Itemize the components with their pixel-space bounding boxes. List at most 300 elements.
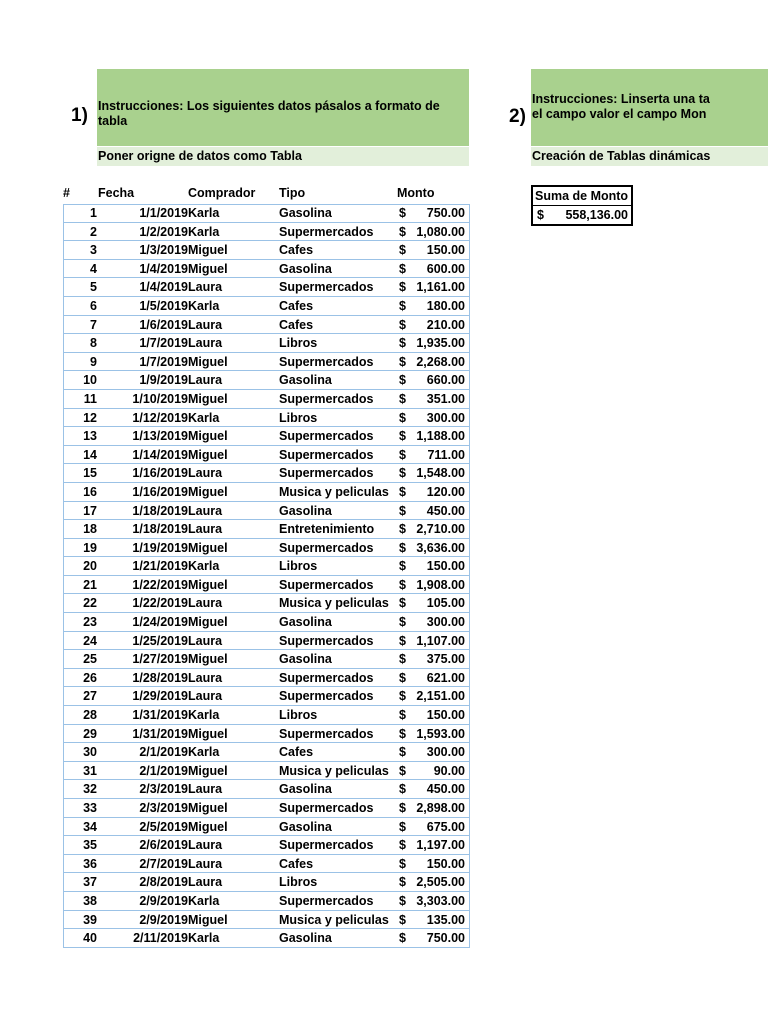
row-tipo[interactable]: Supermercados	[279, 670, 374, 685]
row-currency-symbol[interactable]: $	[399, 819, 406, 834]
row-fecha[interactable]: 1/14/2019	[132, 447, 188, 462]
row-tipo[interactable]: Musica y peliculas	[279, 912, 389, 927]
row-tipo[interactable]: Supermercados	[279, 280, 374, 295]
row-tipo[interactable]: Supermercados	[279, 391, 374, 406]
row-comprador[interactable]: Karla	[188, 559, 220, 574]
row-comprador[interactable]: Karla	[188, 931, 220, 946]
row-monto[interactable]: 660.00	[426, 373, 465, 388]
row-fecha[interactable]: 2/8/2019	[139, 875, 188, 890]
table-row[interactable]	[63, 687, 469, 706]
row-comprador[interactable]: Laura	[188, 856, 223, 871]
pivot-value: 558,136.00	[565, 208, 628, 222]
row-index[interactable]: 6	[90, 298, 97, 313]
row-fecha[interactable]: 1/3/2019	[139, 243, 188, 258]
row-currency-symbol[interactable]: $	[399, 280, 406, 295]
row-monto[interactable]: 1,197.00	[416, 838, 465, 853]
row-tipo[interactable]: Supermercados	[279, 429, 374, 444]
row-monto[interactable]: 300.00	[426, 745, 465, 760]
header-monto: Monto	[397, 186, 435, 200]
row-tipo[interactable]: Supermercados	[279, 224, 374, 239]
table-row[interactable]	[63, 204, 469, 223]
row-monto[interactable]: 180.00	[426, 298, 465, 313]
row-comprador[interactable]: Laura	[188, 596, 223, 611]
row-comprador[interactable]: Laura	[188, 838, 223, 853]
row-index[interactable]: 32	[83, 782, 97, 797]
row-fecha[interactable]: 2/9/2019	[139, 912, 188, 927]
row-tipo[interactable]: Gasolina	[279, 615, 332, 630]
row-fecha[interactable]: 1/22/2019	[132, 577, 188, 592]
table-row[interactable]	[63, 520, 469, 539]
table-row[interactable]	[63, 409, 469, 428]
row-index[interactable]: 1	[90, 206, 97, 220]
row-tipo[interactable]: Gasolina	[279, 261, 332, 276]
table-row[interactable]	[63, 632, 469, 651]
table-row[interactable]	[63, 334, 469, 353]
table-row[interactable]	[63, 594, 469, 613]
row-currency-symbol[interactable]: $	[399, 298, 406, 313]
row-index[interactable]: 17	[83, 503, 97, 518]
row-comprador[interactable]: Karla	[188, 745, 220, 760]
row-fecha[interactable]: 1/7/2019	[139, 336, 188, 351]
row-comprador[interactable]: Miguel	[188, 391, 228, 406]
row-fecha[interactable]: 2/6/2019	[139, 838, 188, 853]
instructions-1-text: Instrucciones: Los siguientes datos pásalos a formato de tabla	[98, 99, 440, 128]
row-index[interactable]: 30	[83, 745, 97, 760]
row-tipo[interactable]: Supermercados	[279, 838, 374, 853]
row-comprador[interactable]: Miguel	[188, 540, 228, 555]
row-tipo[interactable]: Gasolina	[279, 782, 332, 797]
row-comprador[interactable]: Laura	[188, 336, 223, 351]
row-monto[interactable]: 2,898.00	[416, 801, 465, 815]
row-monto[interactable]: 300.00	[426, 615, 465, 630]
row-fecha[interactable]: 1/7/2019	[139, 354, 188, 369]
table-row[interactable]	[63, 557, 469, 576]
row-index[interactable]: 39	[83, 912, 97, 927]
row-currency-symbol[interactable]: $	[399, 596, 406, 611]
row-index[interactable]: 27	[83, 689, 97, 704]
table-row[interactable]	[63, 873, 469, 892]
row-monto[interactable]: 2,268.00	[416, 354, 465, 369]
row-tipo[interactable]: Gasolina	[279, 652, 332, 667]
row-index[interactable]: 21	[83, 577, 97, 592]
row-index[interactable]: 11	[83, 391, 97, 406]
row-fecha[interactable]: 2/3/2019	[139, 801, 188, 815]
row-monto[interactable]: 210.00	[426, 317, 465, 332]
row-fecha[interactable]: 1/2/2019	[139, 224, 188, 239]
row-index[interactable]: 37	[83, 875, 97, 890]
row-comprador[interactable]: Miguel	[188, 243, 228, 258]
row-currency-symbol[interactable]: $	[399, 206, 406, 220]
table-row[interactable]	[63, 316, 469, 335]
row-comprador[interactable]: Miguel	[188, 652, 228, 667]
row-index[interactable]: 34	[83, 819, 97, 834]
row-tipo[interactable]: Gasolina	[279, 931, 332, 946]
instructions-2-line2: el campo valor el campo Mon	[532, 107, 707, 121]
table-row[interactable]	[63, 911, 469, 930]
row-fecha[interactable]: 1/24/2019	[132, 615, 188, 630]
row-currency-symbol[interactable]: $	[399, 689, 406, 704]
row-monto[interactable]: 3,303.00	[416, 893, 465, 908]
row-comprador[interactable]: Miguel	[188, 763, 228, 778]
row-fecha[interactable]: 1/1/2019	[139, 206, 188, 220]
table-row[interactable]	[63, 650, 469, 669]
row-comprador[interactable]: Miguel	[188, 577, 228, 592]
row-monto[interactable]: 1,593.00	[416, 726, 465, 741]
row-currency-symbol[interactable]: $	[399, 745, 406, 760]
row-currency-symbol[interactable]: $	[399, 354, 406, 369]
row-tipo[interactable]: Cafes	[279, 243, 314, 258]
row-fecha[interactable]: 1/6/2019	[139, 317, 188, 332]
instructions-1-box	[97, 69, 469, 146]
row-currency-symbol[interactable]: $	[399, 838, 406, 853]
row-index[interactable]: 31	[83, 763, 97, 778]
row-index[interactable]: 4	[90, 261, 97, 276]
row-fecha[interactable]: 1/19/2019	[132, 540, 188, 555]
row-fecha[interactable]: 2/1/2019	[139, 763, 188, 778]
row-index[interactable]: 33	[83, 801, 97, 815]
row-monto[interactable]: 90.00	[433, 763, 465, 778]
row-tipo[interactable]: Gasolina	[279, 503, 332, 518]
row-currency-symbol[interactable]: $	[399, 801, 406, 815]
row-currency-symbol[interactable]: $	[399, 391, 406, 406]
row-tipo[interactable]: Libros	[279, 708, 318, 723]
row-index[interactable]: 8	[90, 336, 97, 351]
row-currency-symbol[interactable]: $	[399, 317, 406, 332]
row-currency-symbol[interactable]: $	[399, 633, 406, 648]
row-index[interactable]: 2	[90, 224, 97, 239]
row-fecha[interactable]: 1/13/2019	[132, 429, 188, 444]
row-monto[interactable]: 150.00	[426, 243, 465, 258]
row-currency-symbol[interactable]: $	[399, 484, 406, 499]
row-index[interactable]: 12	[83, 410, 97, 425]
pivot-currency-symbol: $	[537, 208, 544, 222]
row-monto[interactable]: 1,908.00	[416, 577, 465, 592]
table-row[interactable]	[63, 427, 469, 446]
row-monto[interactable]: 105.00	[426, 596, 465, 611]
row-monto[interactable]: 450.00	[426, 503, 465, 518]
table-row[interactable]	[63, 502, 469, 521]
row-comprador[interactable]: Miguel	[188, 726, 228, 741]
row-tipo[interactable]: Libros	[279, 559, 318, 574]
row-comprador[interactable]: Miguel	[188, 484, 228, 499]
table-row[interactable]	[63, 297, 469, 316]
row-monto[interactable]: 2,710.00	[416, 522, 465, 537]
table-row[interactable]	[63, 260, 469, 279]
row-currency-symbol[interactable]: $	[399, 503, 406, 518]
row-index[interactable]: 24	[83, 633, 97, 648]
instructions-2-box	[531, 69, 768, 146]
row-currency-symbol[interactable]: $	[399, 373, 406, 388]
row-monto[interactable]: 1,107.00	[416, 633, 465, 648]
data-table	[63, 204, 469, 948]
row-index[interactable]: 15	[83, 466, 97, 481]
table-row[interactable]	[63, 223, 469, 242]
row-tipo[interactable]: Supermercados	[279, 689, 374, 704]
row-comprador[interactable]: Miguel	[188, 429, 228, 444]
row-monto[interactable]: 351.00	[426, 391, 465, 406]
row-monto[interactable]: 711.00	[427, 447, 465, 462]
row-index[interactable]: 26	[83, 670, 97, 685]
row-fecha[interactable]: 1/18/2019	[132, 522, 188, 537]
row-comprador[interactable]: Laura	[188, 670, 223, 685]
row-currency-symbol[interactable]: $	[399, 224, 406, 239]
row-fecha[interactable]: 2/5/2019	[139, 819, 188, 834]
row-comprador[interactable]: Laura	[188, 280, 223, 295]
row-currency-symbol[interactable]: $	[399, 726, 406, 741]
row-tipo[interactable]: Cafes	[279, 317, 314, 332]
row-currency-symbol[interactable]: $	[399, 261, 406, 276]
table-row[interactable]	[63, 743, 469, 762]
row-tipo[interactable]: Libros	[279, 875, 318, 890]
row-comprador[interactable]: Karla	[188, 206, 220, 220]
row-index[interactable]: 29	[83, 726, 97, 741]
row-fecha[interactable]: 2/7/2019	[139, 856, 188, 871]
row-comprador[interactable]: Miguel	[188, 615, 228, 630]
table-row[interactable]	[63, 390, 469, 409]
row-currency-symbol[interactable]: $	[399, 615, 406, 630]
table-row[interactable]	[63, 613, 469, 632]
row-fecha[interactable]: 1/21/2019	[132, 559, 188, 574]
row-index[interactable]: 16	[83, 484, 97, 499]
row-fecha[interactable]: 1/31/2019	[132, 708, 188, 723]
row-tipo[interactable]: Supermercados	[279, 447, 374, 462]
row-tipo[interactable]: Musica y peliculas	[279, 763, 389, 778]
row-tipo[interactable]: Libros	[279, 336, 318, 351]
table-row[interactable]	[63, 576, 469, 595]
row-tipo[interactable]: Cafes	[279, 298, 314, 313]
row-index[interactable]: 9	[90, 354, 97, 369]
row-tipo[interactable]: Entretenimiento	[279, 522, 375, 537]
table-row[interactable]	[63, 353, 469, 372]
row-comprador[interactable]: Miguel	[188, 801, 228, 815]
row-monto[interactable]: 150.00	[426, 856, 465, 871]
row-monto[interactable]: 1,548.00	[416, 466, 465, 481]
row-monto[interactable]: 135.00	[426, 912, 465, 927]
row-index[interactable]: 22	[83, 596, 97, 611]
subtitle-2: Creación de Tablas dinámicas	[531, 147, 768, 166]
row-fecha[interactable]: 1/10/2019	[132, 391, 188, 406]
row-comprador[interactable]: Karla	[188, 298, 220, 313]
row-currency-symbol[interactable]: $	[399, 763, 406, 778]
row-index[interactable]: 25	[83, 652, 97, 667]
row-monto[interactable]: 675.00	[426, 819, 465, 834]
subtitle-1: Poner origne de datos como Tabla	[97, 147, 469, 166]
row-currency-symbol[interactable]: $	[399, 243, 406, 258]
row-monto[interactable]: 1,188.00	[416, 429, 465, 444]
row-tipo[interactable]: Gasolina	[279, 819, 332, 834]
row-fecha[interactable]: 1/16/2019	[132, 484, 188, 499]
row-comprador[interactable]: Laura	[188, 503, 223, 518]
row-fecha[interactable]: 1/4/2019	[139, 280, 188, 295]
row-currency-symbol[interactable]: $	[399, 429, 406, 444]
row-index[interactable]: 40	[83, 931, 97, 946]
row-monto[interactable]: 150.00	[426, 559, 465, 574]
row-monto[interactable]: 1,935.00	[416, 336, 465, 351]
row-monto[interactable]: 2,505.00	[416, 875, 465, 890]
row-monto[interactable]: 621.00	[426, 670, 465, 685]
pivot-value-cell[interactable]	[533, 206, 631, 224]
row-comprador[interactable]: Karla	[188, 708, 220, 723]
row-currency-symbol[interactable]: $	[399, 559, 406, 574]
row-index[interactable]: 23	[83, 615, 97, 630]
row-comprador[interactable]: Miguel	[188, 354, 228, 369]
row-fecha[interactable]: 2/3/2019	[139, 782, 188, 797]
table-row[interactable]	[63, 669, 469, 688]
table-row[interactable]	[63, 818, 469, 837]
row-comprador[interactable]: Laura	[188, 373, 223, 388]
row-tipo[interactable]: Supermercados	[279, 540, 374, 555]
row-currency-symbol[interactable]: $	[399, 447, 406, 462]
row-comprador[interactable]: Laura	[188, 317, 223, 332]
row-currency-symbol[interactable]: $	[399, 336, 406, 351]
row-monto[interactable]: 120.00	[426, 484, 465, 499]
row-comprador[interactable]: Karla	[188, 893, 220, 908]
row-currency-symbol[interactable]: $	[399, 708, 406, 723]
row-comprador[interactable]: Laura	[188, 875, 223, 890]
row-monto[interactable]: 375.00	[426, 652, 465, 667]
row-fecha[interactable]: 1/18/2019	[132, 503, 188, 518]
row-currency-symbol[interactable]: $	[399, 782, 406, 797]
pivot-header: Suma de Monto	[533, 187, 631, 206]
table-row[interactable]	[63, 539, 469, 558]
row-index[interactable]: 14	[83, 447, 97, 462]
row-monto[interactable]: 2,151.00	[416, 689, 465, 704]
row-tipo[interactable]: Gasolina	[279, 373, 332, 388]
row-fecha[interactable]: 1/4/2019	[139, 261, 188, 276]
table-row[interactable]	[63, 241, 469, 260]
table-row[interactable]	[63, 855, 469, 874]
table-row[interactable]	[63, 706, 469, 725]
row-monto[interactable]: 750.00	[426, 931, 465, 946]
row-comprador[interactable]: Miguel	[188, 261, 228, 276]
row-comprador[interactable]: Miguel	[188, 819, 228, 834]
row-index[interactable]: 5	[90, 280, 97, 295]
row-comprador[interactable]: Miguel	[188, 912, 228, 927]
row-tipo[interactable]: Musica y peliculas	[279, 596, 389, 611]
table-border-right	[469, 204, 470, 948]
header-index: #	[63, 186, 70, 200]
row-fecha[interactable]: 1/16/2019	[132, 466, 188, 481]
row-tipo[interactable]: Cafes	[279, 856, 314, 871]
table-row[interactable]	[63, 371, 469, 390]
row-fecha[interactable]: 2/11/2019	[133, 931, 188, 946]
row-monto[interactable]: 300.00	[426, 410, 465, 425]
row-index[interactable]: 7	[90, 317, 97, 332]
row-tipo[interactable]: Supermercados	[279, 354, 374, 369]
row-tipo[interactable]: Gasolina	[279, 206, 332, 220]
row-comprador[interactable]: Karla	[188, 410, 220, 425]
row-divider	[63, 947, 469, 948]
row-currency-symbol[interactable]: $	[399, 522, 406, 537]
row-fecha[interactable]: 2/9/2019	[139, 893, 188, 908]
pivot-table[interactable]	[531, 185, 633, 226]
table-row[interactable]	[63, 446, 469, 465]
row-index[interactable]: 38	[83, 893, 97, 908]
row-tipo[interactable]: Libros	[279, 410, 318, 425]
row-fecha[interactable]: 1/25/2019	[132, 633, 188, 648]
row-index[interactable]: 20	[83, 559, 97, 574]
header-tipo: Tipo	[279, 186, 306, 200]
row-monto[interactable]: 1,080.00	[416, 224, 465, 239]
row-tipo[interactable]: Supermercados	[279, 466, 374, 481]
row-tipo[interactable]: Musica y peliculas	[279, 484, 389, 499]
row-monto[interactable]: 1,161.00	[416, 280, 465, 295]
row-currency-symbol[interactable]: $	[399, 670, 406, 685]
row-comprador[interactable]: Miguel	[188, 447, 228, 462]
row-index[interactable]: 3	[90, 243, 97, 258]
row-fecha[interactable]: 1/5/2019	[139, 298, 188, 313]
row-comprador[interactable]: Laura	[188, 466, 223, 481]
row-comprador[interactable]: Laura	[188, 633, 223, 648]
row-tipo[interactable]: Supermercados	[279, 801, 374, 815]
row-monto[interactable]: 600.00	[426, 261, 465, 276]
row-fecha[interactable]: 1/22/2019	[132, 596, 188, 611]
header-fecha: Fecha	[98, 186, 135, 200]
row-index[interactable]: 10	[83, 373, 97, 388]
row-tipo[interactable]: Supermercados	[279, 633, 374, 648]
row-index[interactable]: 35	[83, 838, 97, 853]
row-index[interactable]: 28	[83, 708, 97, 723]
row-fecha[interactable]: 1/29/2019	[132, 689, 188, 704]
row-fecha[interactable]: 2/1/2019	[139, 745, 188, 760]
table-row[interactable]	[63, 799, 469, 818]
table-row[interactable]	[63, 483, 469, 502]
row-tipo[interactable]: Cafes	[279, 745, 314, 760]
row-comprador[interactable]: Laura	[188, 782, 223, 797]
row-monto[interactable]: 3,636.00	[416, 540, 465, 555]
row-monto[interactable]: 750.00	[426, 206, 465, 220]
row-fecha[interactable]: 1/27/2019	[132, 652, 188, 667]
row-index[interactable]: 19	[83, 540, 97, 555]
row-comprador[interactable]: Laura	[188, 522, 223, 537]
row-currency-symbol[interactable]: $	[399, 466, 406, 481]
table-row[interactable]	[63, 278, 469, 297]
row-currency-symbol[interactable]: $	[399, 875, 406, 890]
row-currency-symbol[interactable]: $	[399, 540, 406, 555]
row-fecha[interactable]: 1/12/2019	[132, 410, 188, 425]
table-row[interactable]	[63, 780, 469, 799]
row-comprador[interactable]: Laura	[188, 689, 223, 704]
row-comprador[interactable]: Karla	[188, 224, 220, 239]
table-row[interactable]	[63, 762, 469, 781]
table-row[interactable]	[63, 836, 469, 855]
table-row[interactable]	[63, 929, 469, 948]
row-currency-symbol[interactable]: $	[399, 410, 406, 425]
table-row[interactable]	[63, 892, 469, 911]
row-currency-symbol[interactable]: $	[399, 652, 406, 667]
row-fecha[interactable]: 1/9/2019	[139, 373, 188, 388]
row-tipo[interactable]: Supermercados	[279, 893, 374, 908]
row-monto[interactable]: 150.00	[426, 708, 465, 723]
row-fecha[interactable]: 1/28/2019	[132, 670, 188, 685]
row-index[interactable]: 36	[83, 856, 97, 871]
row-currency-symbol[interactable]: $	[399, 931, 406, 946]
row-currency-symbol[interactable]: $	[399, 856, 406, 871]
row-index[interactable]: 13	[83, 429, 97, 444]
row-tipo[interactable]: Supermercados	[279, 726, 374, 741]
row-index[interactable]: 18	[83, 522, 97, 537]
row-currency-symbol[interactable]: $	[399, 577, 406, 592]
row-currency-symbol[interactable]: $	[399, 893, 406, 908]
table-row[interactable]	[63, 725, 469, 744]
instructions-2-line1: Instrucciones: Linserta una ta	[532, 92, 710, 106]
table-row[interactable]	[63, 464, 469, 483]
header-comprador: Comprador	[188, 186, 256, 200]
row-fecha[interactable]: 1/31/2019	[132, 726, 188, 741]
row-currency-symbol[interactable]: $	[399, 912, 406, 927]
row-tipo[interactable]: Supermercados	[279, 577, 374, 592]
row-monto[interactable]: 450.00	[426, 782, 465, 797]
